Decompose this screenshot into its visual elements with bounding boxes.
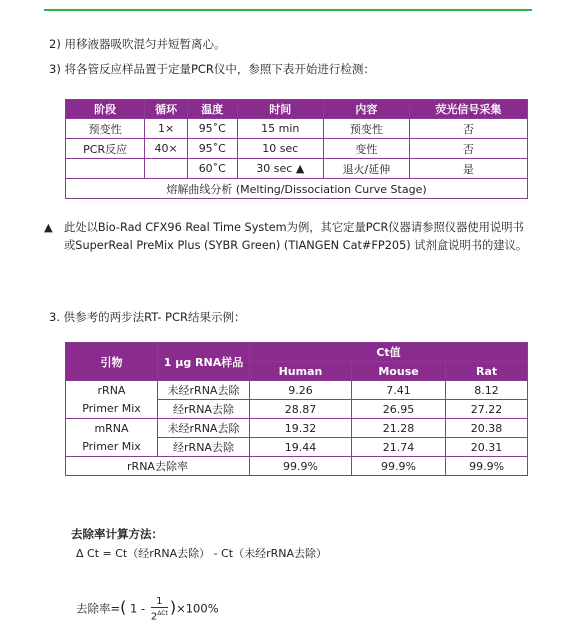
sample-cell: 未经rRNA去除 [158, 419, 250, 438]
primer-cell: rRNA [66, 381, 158, 400]
cell: 15 min [237, 119, 323, 139]
open-paren: ( [120, 597, 127, 617]
pcr-program-table [65, 99, 528, 199]
table-row [66, 381, 528, 400]
value-cell: 21.74 [351, 438, 445, 457]
header-ct: Ct值 [250, 343, 528, 362]
value-cell: 7.41 [351, 381, 445, 400]
value-cell: 19.32 [250, 419, 352, 438]
cell: 60˚C [187, 159, 237, 179]
cell: 否 [409, 119, 527, 139]
fraction-denominator [151, 608, 168, 622]
table-row [66, 438, 528, 457]
cell: 退火/延伸 [323, 159, 409, 179]
value-cell: 26.95 [351, 400, 445, 419]
header-temperature: 温度 [187, 100, 237, 119]
value-cell: 20.38 [446, 419, 528, 438]
header-stage: 阶段 [66, 100, 145, 119]
value-cell: 20.31 [446, 438, 528, 457]
header-fluorescence: 荧光信号采集 [409, 100, 527, 119]
table-row [66, 119, 528, 139]
header-primer: 引物 [66, 343, 158, 381]
header-mouse: Mouse [351, 362, 445, 381]
rate-label-cell: rRNA去除率 [66, 457, 250, 476]
header-rule [44, 9, 532, 11]
header-time: 时间 [237, 100, 323, 119]
table-row [66, 457, 528, 476]
primer-cell: Primer Mix [66, 438, 158, 457]
close-paren: ) [169, 597, 177, 617]
table-header-row [66, 100, 528, 119]
cell: 95˚C [187, 119, 237, 139]
one-minus: 1 - [130, 601, 146, 616]
sample-cell: 未经rRNA去除 [158, 381, 250, 400]
rate-cell: 99.9% [250, 457, 352, 476]
cell: 预变性 [323, 119, 409, 139]
ct-results-table [65, 342, 528, 476]
value-cell: 28.87 [250, 400, 352, 419]
melting-curve-cell: 熔解曲线分析 (Melting/Dissociation Curve Stage) [66, 179, 528, 199]
removal-rate-formula [76, 596, 219, 622]
value-cell: 27.22 [446, 400, 528, 419]
value-cell: 21.28 [351, 419, 445, 438]
cell: 1× [145, 119, 188, 139]
denominator-base: 2 [150, 611, 158, 623]
step-3: 3) 将各管反应样品置于定量PCR仪中，参照下表开始进行检测： [49, 62, 375, 76]
value-cell: 8.12 [446, 381, 528, 400]
cell: 40× [145, 139, 188, 159]
sample-cell: 经rRNA去除 [158, 438, 250, 457]
fraction-numerator: 1 [151, 596, 168, 608]
table-header-row [66, 343, 528, 362]
rate-cell: 99.9% [446, 457, 528, 476]
section-3-title: 3. 供参考的两步法RT- PCR结果示例： [49, 310, 246, 324]
triangle-marker-icon: ▲ [44, 221, 53, 234]
table-row [66, 400, 528, 419]
header-rat: Rat [446, 362, 528, 381]
cell [66, 159, 145, 179]
cell: 95˚C [187, 139, 237, 159]
sample-cell: 经rRNA去除 [158, 400, 250, 419]
table-row [66, 159, 528, 179]
cell [145, 159, 188, 179]
formula-prefix: 去除率= [76, 601, 121, 616]
table-row [66, 419, 528, 438]
cell: PCR反应 [66, 139, 145, 159]
primer-cell: mRNA [66, 419, 158, 438]
header-cycle: 循环 [145, 100, 188, 119]
table-footer-row [66, 179, 528, 199]
delta-ct-formula: Δ Ct = Ct（经rRNA去除） - Ct（未经rRNA去除） [76, 547, 328, 560]
cell: 变性 [323, 139, 409, 159]
cell: 是 [409, 159, 527, 179]
primer-cell: Primer Mix [66, 400, 158, 419]
value-cell: 19.44 [250, 438, 352, 457]
cell: 10 sec [237, 139, 323, 159]
formula-suffix: ×100% [176, 601, 219, 616]
denominator-exponent: ΔCt [157, 610, 168, 617]
cell: 预变性 [66, 119, 145, 139]
note-text: 此处以Bio-Rad CFX96 Real Time System为例，其它定量PCR仪器请参照仪器使用说明书或SuperReal PreMix Plus (SYBR Green) (TIANGEN Cat#FP205) 试剂盒说明书的建议。 [64, 221, 528, 252]
value-cell: 9.26 [250, 381, 352, 400]
header-content: 内容 [323, 100, 409, 119]
header-human: Human [250, 362, 352, 381]
step-2: 2) 用移液器吸吹混匀并短暂离心。 [49, 37, 226, 51]
note [44, 219, 53, 237]
calc-title: 去除率计算方法： [71, 527, 163, 541]
table-row [66, 139, 528, 159]
cell: 30 sec ▲ [237, 159, 323, 179]
rate-cell: 99.9% [351, 457, 445, 476]
cell: 否 [409, 139, 527, 159]
fraction [151, 596, 168, 622]
header-sample: 1 μg RNA样品 [158, 343, 250, 381]
